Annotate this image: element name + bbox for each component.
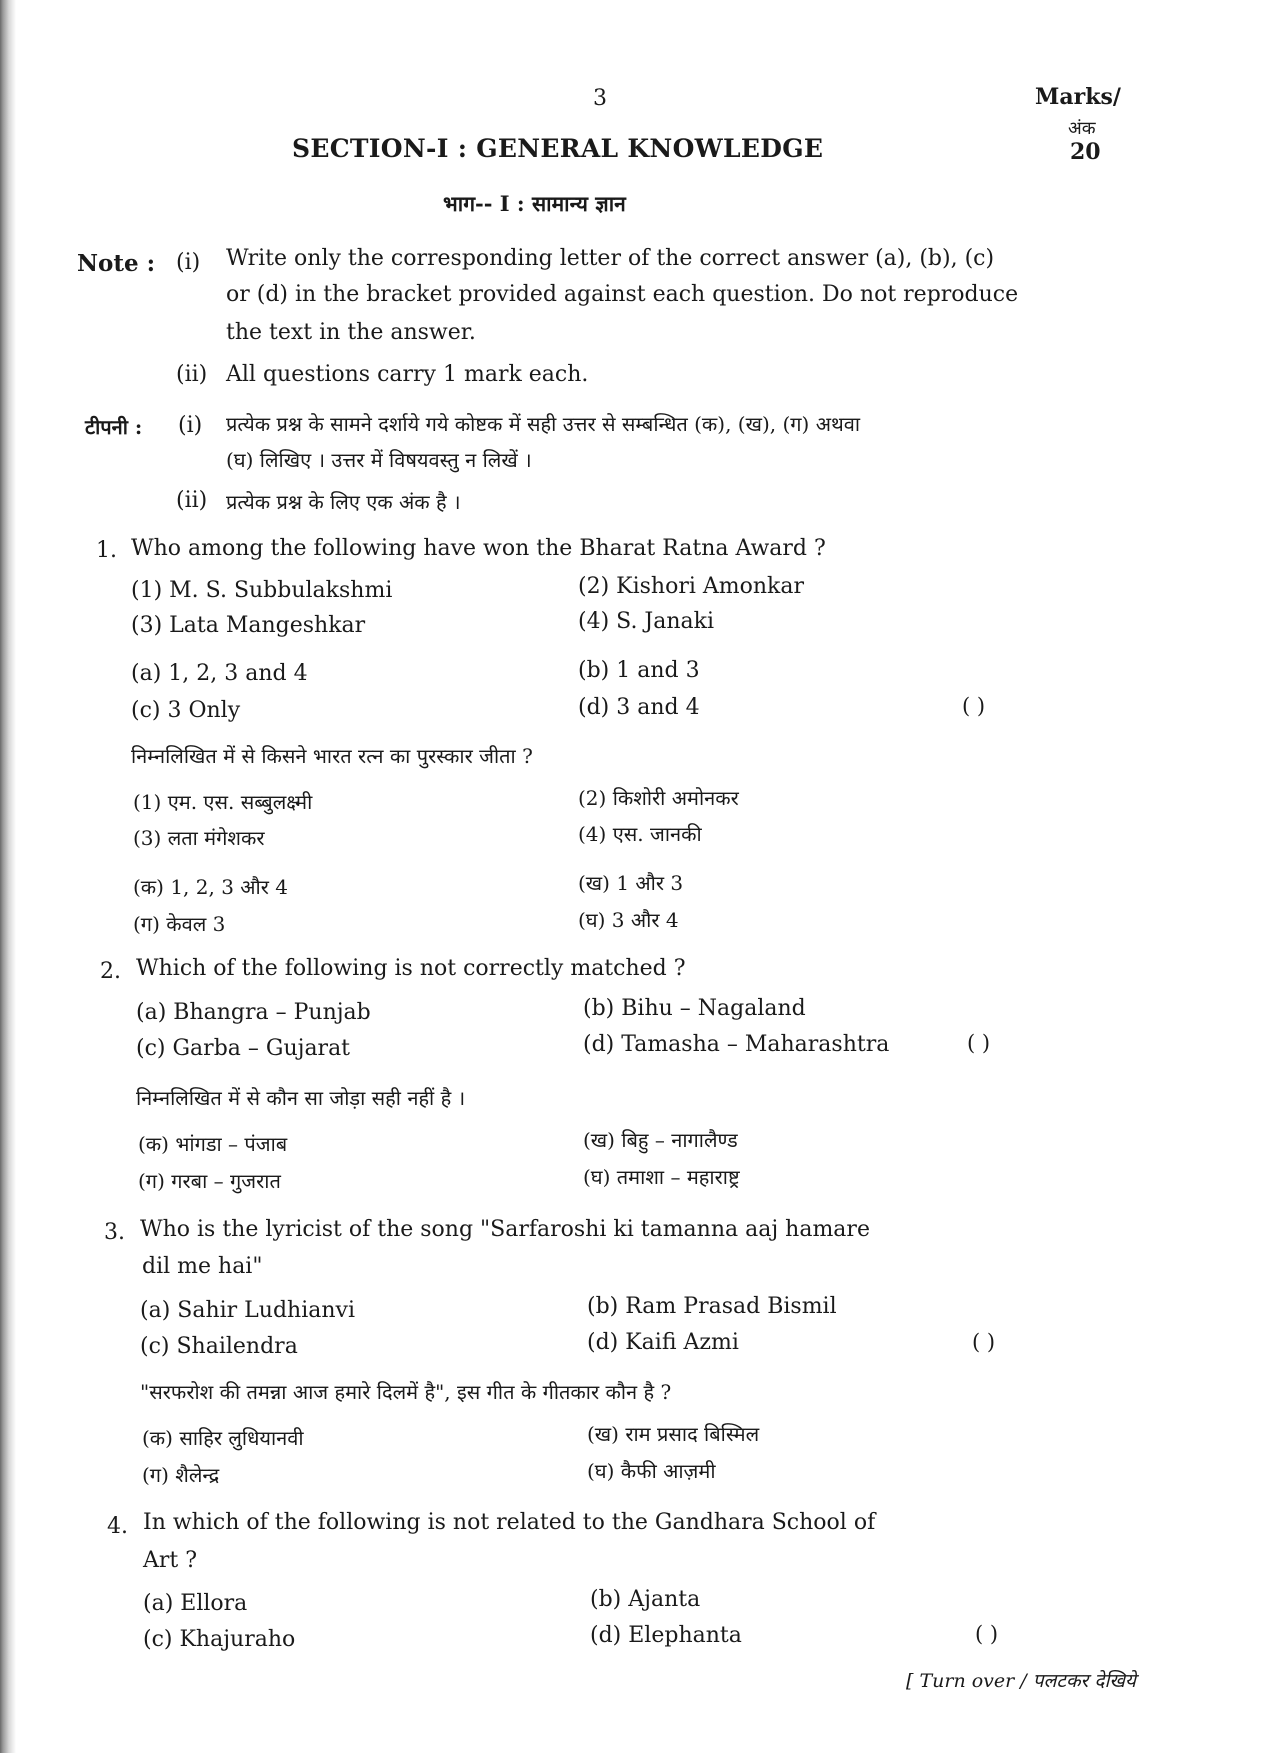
question-2-option-a-hindi: (क) भांगडा – पंजाब [138, 1132, 288, 1156]
question-1-text: Who among the following have won the Bharat Ratna Award ? [131, 536, 826, 561]
question-1-option-d-hindi: (घ) 3 और 4 [578, 908, 679, 932]
question-1-number: 1. [96, 538, 117, 563]
note-label: Note : [77, 250, 156, 277]
section-title: SECTION-I : GENERAL KNOWLEDGE [292, 134, 824, 163]
question-4-number: 4. [107, 1514, 128, 1539]
question-1-statement-2: (2) Kishori Amonkar [578, 574, 805, 599]
turn-over-note: [ Turn over / पलटकर देखिये [906, 1670, 1136, 1692]
question-1-option-a: (a) 1, 2, 3 and 4 [131, 661, 308, 686]
note-hindi-ii-number: (ii) [176, 488, 208, 513]
question-1-statement-1-hindi: (1) एम. एस. सब्बुलक्ष्मी [133, 790, 313, 814]
question-4-text-line-2: Art ? [143, 1548, 198, 1573]
question-3-option-a: (a) Sahir Ludhianvi [140, 1298, 355, 1323]
question-3-text-line-1: Who is the lyricist of the song "Sarfaroshi ki tamanna aaj hamare [140, 1217, 870, 1242]
marks-label: Marks/ [1035, 84, 1121, 110]
question-4-answer-bracket[interactable]: ( ) [975, 1622, 999, 1646]
question-2-option-d: (d) Tamasha – Maharashtra [583, 1032, 890, 1057]
question-1-statement-3: (3) Lata Mangeshkar [131, 613, 366, 638]
question-3-number: 3. [104, 1220, 125, 1245]
question-3-text-line-2: dil me hai" [142, 1254, 263, 1279]
question-1-option-c-hindi: (ग) केवल 3 [133, 912, 226, 936]
note-i-line-1: Write only the corresponding letter of the correct answer (a), (b), (c) [226, 246, 995, 271]
question-1-option-c: (c) 3 Only [131, 698, 241, 723]
marks-label-hindi: अंक [1068, 118, 1096, 139]
question-3-text-hindi: "सरफरोश की तमन्ना आज हमारे दिलमें है", इस गीत के गीतकार कौन है ? [140, 1380, 672, 1404]
question-2-option-d-hindi: (घ) तमाशा – महाराष्ट्र [583, 1165, 740, 1189]
page-number: 3 [593, 86, 607, 111]
question-3-option-a-hindi: (क) साहिर लुधियानवी [142, 1426, 304, 1450]
question-2-text-hindi: निम्नलिखित में से कौन सा जोड़ा सही नहीं है । [136, 1086, 466, 1110]
question-1-text-hindi: निम्नलिखित में से किसने भारत रत्न का पुरस्कार जीता ? [131, 744, 533, 768]
question-2-option-b: (b) Bihu – Nagaland [583, 996, 806, 1021]
question-4-option-c: (c) Khajuraho [143, 1627, 296, 1652]
question-4-text-line-1: In which of the following is not related to the Gandhara School of [143, 1510, 876, 1535]
note-hindi-label: टीपनी : [85, 415, 143, 439]
question-3-option-c-hindi: (ग) शैलेन्द्र [142, 1463, 220, 1487]
question-3-option-b: (b) Ram Prasad Bismil [587, 1294, 837, 1319]
question-3-option-c: (c) Shailendra [140, 1334, 298, 1359]
note-i-line-2: or (d) in the bracket provided against each question. Do not reproduce [226, 282, 1019, 307]
question-2-number: 2. [100, 959, 121, 984]
question-1-statement-1: (1) M. S. Subbulakshmi [131, 578, 393, 603]
question-1-statement-3-hindi: (3) लता मंगेशकर [133, 826, 265, 850]
note-i-line-3: the text in the answer. [226, 320, 476, 345]
question-3-option-b-hindi: (ख) राम प्रसाद बिस्मिल [587, 1422, 760, 1446]
question-1-answer-bracket[interactable]: ( ) [962, 694, 986, 718]
question-3-answer-bracket[interactable]: ( ) [972, 1330, 996, 1354]
question-4-option-d: (d) Elephanta [590, 1623, 742, 1648]
note-hindi-i-line-2: (घ) लिखिए । उत्तर में विषयवस्तु न लिखें । [226, 448, 532, 472]
note-ii-text: All questions carry 1 mark each. [226, 362, 589, 387]
note-i-number: (i) [176, 250, 201, 275]
marks-value: 20 [1070, 139, 1101, 165]
note-hindi-i-number: (i) [178, 413, 203, 438]
section-title-hindi: भाग-- I : सामान्य ज्ञान [443, 191, 626, 216]
question-3-option-d-hindi: (घ) कैफी आज़मी [587, 1459, 716, 1483]
question-1-option-d: (d) 3 and 4 [578, 695, 700, 720]
question-1-statement-4: (4) S. Janaki [578, 609, 715, 634]
question-2-option-b-hindi: (ख) बिहु – नागालैण्ड [583, 1128, 738, 1152]
question-2-option-a: (a) Bhangra – Punjab [136, 1000, 371, 1025]
question-2-answer-bracket[interactable]: ( ) [967, 1031, 991, 1055]
question-3-option-d: (d) Kaifi Azmi [587, 1330, 739, 1355]
question-1-option-a-hindi: (क) 1, 2, 3 और 4 [133, 875, 289, 899]
note-hindi-i-line-1: प्रत्येक प्रश्न के सामने दर्शाये गये कोष्टक में सही उत्तर से सम्बन्धित (क), (ख), (ग) अथवा [226, 412, 861, 436]
question-2-text: Which of the following is not correctly matched ? [136, 956, 686, 981]
question-4-option-b: (b) Ajanta [590, 1587, 701, 1612]
scan-edge [0, 0, 16, 1753]
question-1-option-b: (b) 1 and 3 [578, 658, 700, 683]
note-hindi-ii-text: प्रत्येक प्रश्न के लिए एक अंक है । [226, 490, 461, 514]
question-1-statement-4-hindi: (4) एस. जानकी [578, 822, 702, 846]
question-2-option-c-hindi: (ग) गरबा – गुजरात [138, 1169, 281, 1193]
question-4-option-a: (a) Ellora [143, 1591, 248, 1616]
note-ii-number: (ii) [176, 362, 208, 387]
question-2-option-c: (c) Garba – Gujarat [136, 1036, 351, 1061]
question-1-statement-2-hindi: (2) किशोरी अमोनकर [578, 786, 739, 810]
question-1-option-b-hindi: (ख) 1 और 3 [578, 871, 684, 895]
